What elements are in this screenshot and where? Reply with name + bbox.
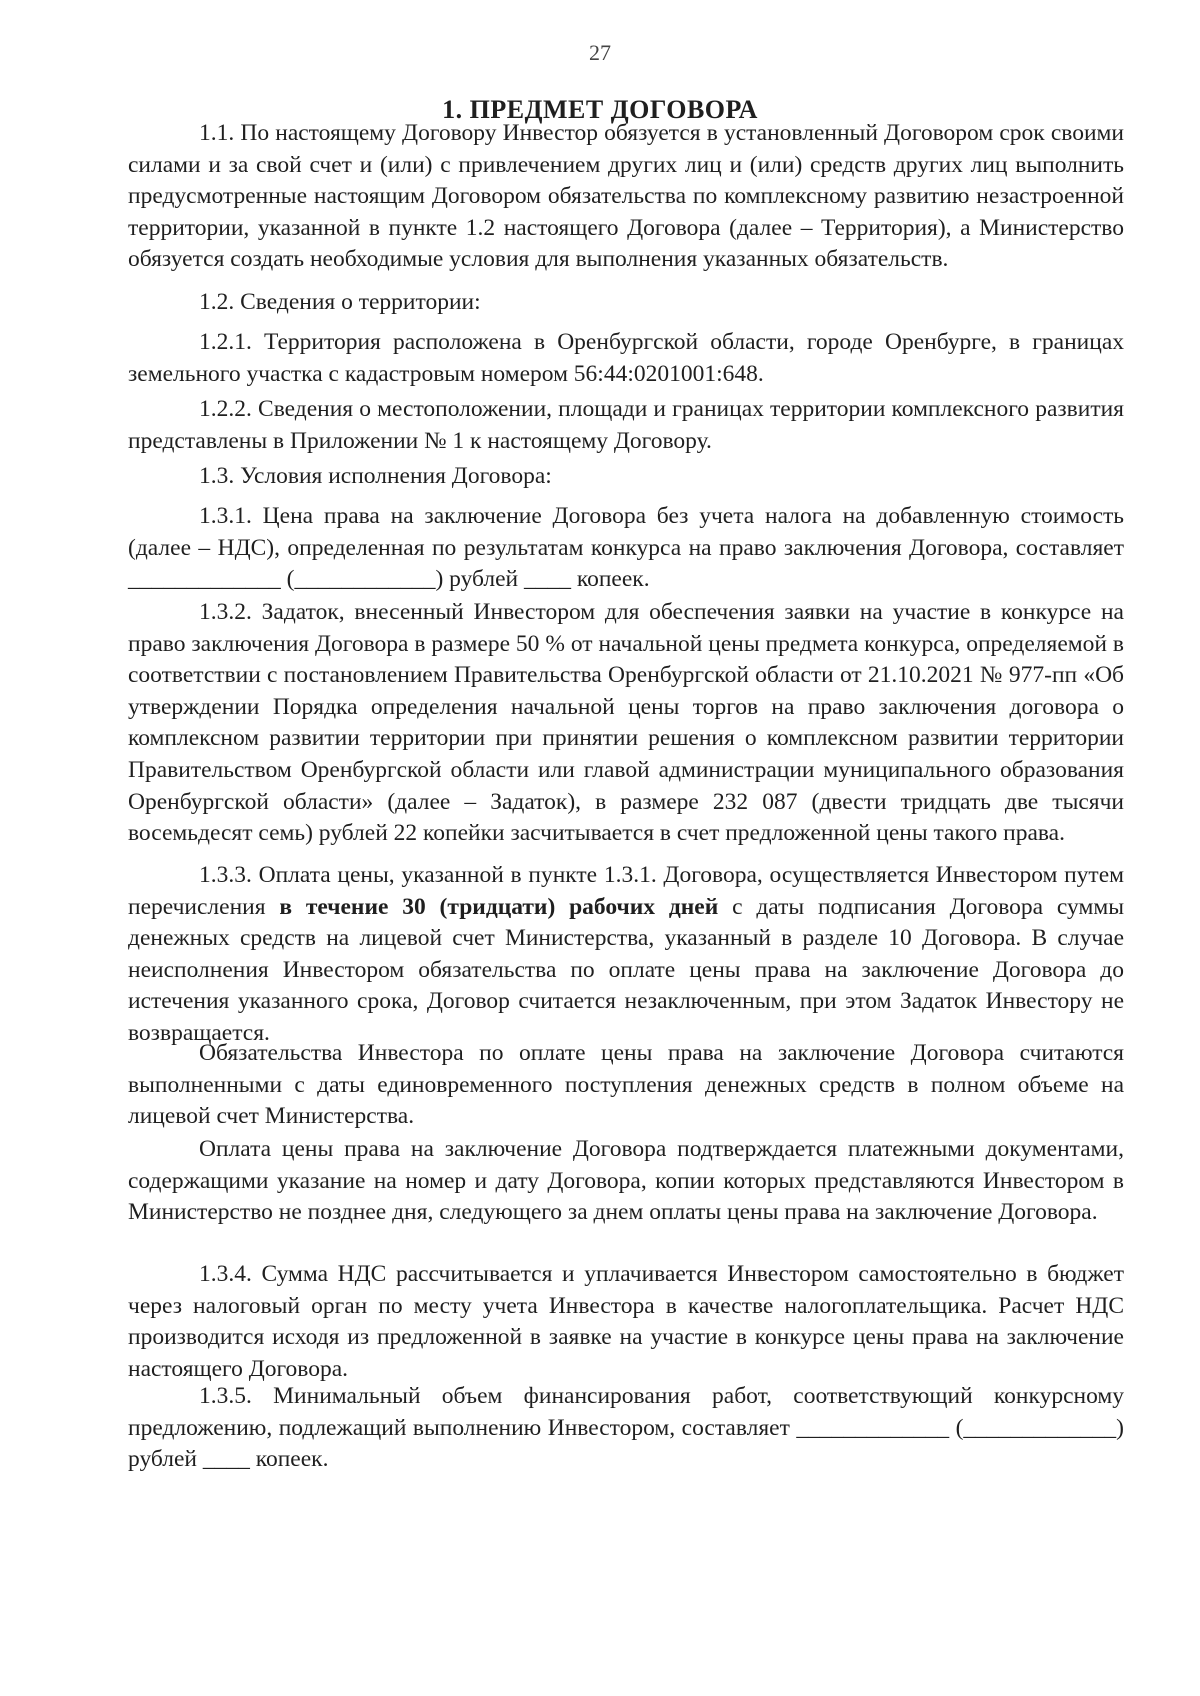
clause-1-3-3-text-start: 1.3.3. Оплата цены, указанной в пункте 1.3.1. Договора, осуществляется Инвестором путем перечисления	[128, 862, 1124, 920]
page-number: 27	[589, 40, 611, 65]
paragraph-obligations: Обязательства Инвестора по оплате цены права на заключение Договора считаются выполненными с даты единовременного поступления денежных средств в полном объеме на лицевой счет Министерства.	[128, 1040, 1124, 1130]
clause-1-3-5: 1.3.5. Минимальный объем финансирования работ, соответствующий конкурсному предложению, подлежащий выполнению Инвестором, составляет _____________ (_____________) рублей ____ копеек.	[128, 1383, 1124, 1473]
clause-1-3-3-deadline: в течение 30 (тридцати) рабочих дней	[279, 893, 719, 920]
clause-1-2-2: 1.2.2. Сведения о местоположении, площади и границах территории комплексного развития представлены в Приложении № 1 к настоящему Договору.	[128, 396, 1124, 454]
clause-1-2: 1.2. Сведения о территории:	[199, 289, 481, 315]
clause-1-3-1: 1.3.1. Цена права на заключение Договора без учета налога на добавленную стоимость (далее – НДС), определенная по результатам конкурса на право заключения Договора, составляет _____________ (____________) рублей ____ копеек.	[128, 503, 1124, 593]
clause-1-2-1: 1.2.1. Территория расположена в Оренбургской области, городе Оренбурге, в границах земельного участка с кадастровым номером 56:44:0201001:648.	[128, 329, 1124, 387]
clause-1-3-3	[128, 860, 1124, 1050]
section-heading: 1. ПРЕДМЕТ ДОГОВОРА	[442, 95, 758, 124]
paragraph-payment-confirmation: Оплата цены права на заключение Договора подтверждается платежными документами, содержащими указание на номер и дату Договора, копии которых представляются Инвестором в Министерство не позднее дня, следующего за днем оплаты цены права на заключение Договора.	[128, 1136, 1124, 1226]
clause-1-3-4: 1.3.4. Сумма НДС рассчитывается и уплачивается Инвестором самостоятельно в бюджет через налоговый орган по месту учета Инвестора в качестве налогоплательщика. Расчет НДС производится исходя из предложенной в заявке на участие в конкурсе цены права на заключение настоящего Договора.	[128, 1261, 1124, 1382]
clause-1-1: 1.1. По настоящему Договору Инвестор обязуется в установленный Договором срок своими силами и за свой счет и (или) с привлечением других лиц и (или) средств других лиц выполнить предусмотренные настоящим Договором обязательства по комплексному развитию незастроенной территории, указанной в пункте 1.2 настоящего Договора (далее – Территория), а Министерство обязуется создать необходимые условия для выполнения указанных обязательств.	[128, 120, 1124, 273]
clause-1-3-2: 1.3.2. Задаток, внесенный Инвестором для обеспечения заявки на участие в конкурсе на право заключения Договора в размере 50 % от начальной цены предмета конкурса, определяемой в соответствии с постановлением Правительства Оренбургской области от 21.10.2021 № 977-пп «Об утверждении Порядка определения начальной цены торгов на право заключения договора о комплексном развитии территории при принятии решения о комплексном развитии территории Правительством Оренбургской области или главой администрации муниципального образования Оренбургской области» (далее – Задаток), в размере 232 087 (двести тридцать две тысячи восемьдесят семь) рублей 22 копейки засчитывается в счет предложенной цены такого права.	[128, 599, 1124, 847]
clause-1-3: 1.3. Условия исполнения Договора:	[199, 463, 552, 489]
clause-1-3-3-text-end: с даты подписания Договора суммы денежных средств на лицевой счет Министерства, указанный в разделе 10 Договора. В случае неисполнения Инвестором обязательства по оплате цены права на заключение Договора до истечения указанного срока, Договор считается незаключенным, при этом Задаток Инвестору не возвращается.	[128, 893, 1124, 1046]
